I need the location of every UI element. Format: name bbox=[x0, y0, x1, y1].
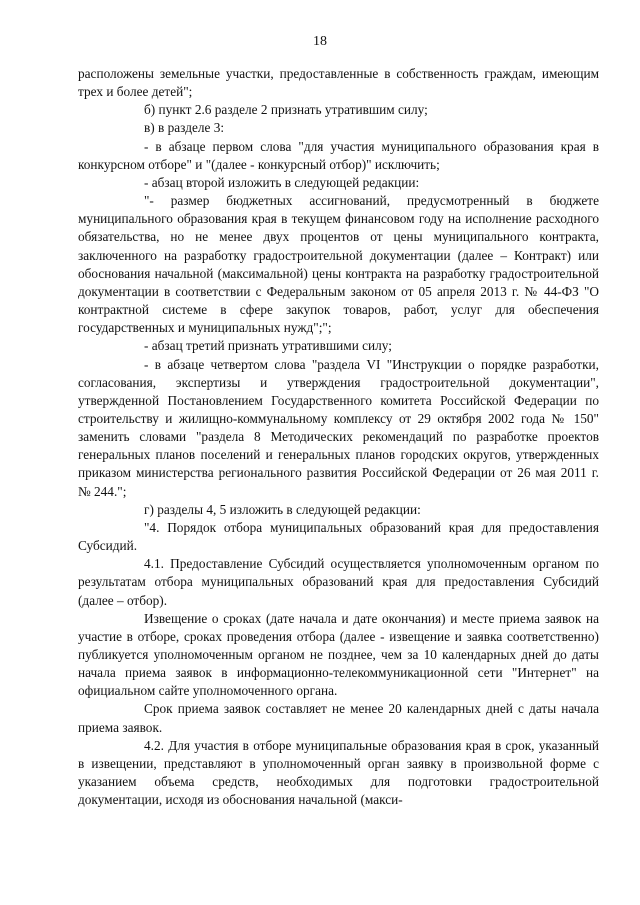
paragraph: "4. Порядок отбора муниципальных образований края для предоставления Субсидий. bbox=[78, 519, 599, 554]
paragraph: Извещение о сроках (дате начала и дате окончания) и месте приема заявок на участие в отборе, сроках проведения отбора (далее - извещение и заявка соответственно) публикуется уполномоченным органом не позднее, чем за 10 календарных дней до даты начала приема заявок в информационно-телекоммуникационной сети "Интернет" на официальном сайте уполномоченного органа. bbox=[78, 610, 599, 699]
paragraph: - абзац второй изложить в следующей редакции: bbox=[144, 174, 420, 190]
page-number: 18 bbox=[313, 34, 327, 49]
paragraph: - абзац третий признать утратившими силу; bbox=[144, 338, 392, 354]
paragraph: - в абзаце первом слова "для участия муниципального образования края в конкурсном отборе" и "(далее - конкурсный отбор)" исключить; bbox=[78, 138, 599, 172]
paragraph: Срок приема заявок составляет не менее 20 календарных дней с даты начала приема заявок. bbox=[78, 701, 599, 735]
paragraph: "- размер бюджетных ассигнований, предусмотренный в бюджете муниципального образования края в текущем финансовом году на исполнение расходного обязательства, но не менее двух процентов от цены муниципального контракта, заключенного на разработку градостроительной документации (далее – Контракт) или обоснования начальной (максимальной) цены контракта на разработку градостроительной документации в соответствии с Федеральным законом от 05 апреля 2013 г. № 44-ФЗ "О контрактной системе в сфере закупок товаров, работ, услуг для обеспечения государственных и муниципальных нужд";"; bbox=[78, 193, 599, 336]
paragraph: 4.1. Предоставление Субсидий осуществляется уполномоченным органом по результатам отбора муниципальных образований края для предоставления Субсидий (далее – отбор). bbox=[78, 556, 599, 608]
paragraph: г) разделы 4, 5 изложить в следующей редакции: bbox=[144, 501, 421, 517]
paragraph: расположены земельные участки, предоставленные в собственность граждам, имеющим трех и более детей"; bbox=[78, 66, 599, 100]
paragraph: в) в разделе 3: bbox=[144, 120, 225, 136]
paragraph: б) пункт 2.6 разделе 2 признать утратившим силу; bbox=[144, 102, 428, 118]
paragraph: 4.2. Для участия в отборе муниципальные образования края в срок, указанный в извещении, представляют в уполномоченный орган заявку в произвольной форме с указанием объема средств, необходимых для подготовки градостроительной документации, исходя из обоснования начальной (макси- bbox=[78, 737, 599, 808]
document-body bbox=[78, 65, 599, 809]
paragraph: - в абзаце четвертом слова "раздела VI "Инструкции о порядке разработки, согласования, экспертизы и утверждения градостроительной документации", утвержденной Постановлением Государственного комитета Российской Федерации по строительству и жилищно-коммунальному комплексу от 29 октября 2002 года № 150" заменить словами "раздела 8 Методических рекомендаций по разработке проектов генеральных планов поселений и генеральных планов городских округов, утвержденных приказом министерства регионального развития Российской Федерации от 26 мая 2011 г. № 244."; bbox=[78, 356, 599, 499]
